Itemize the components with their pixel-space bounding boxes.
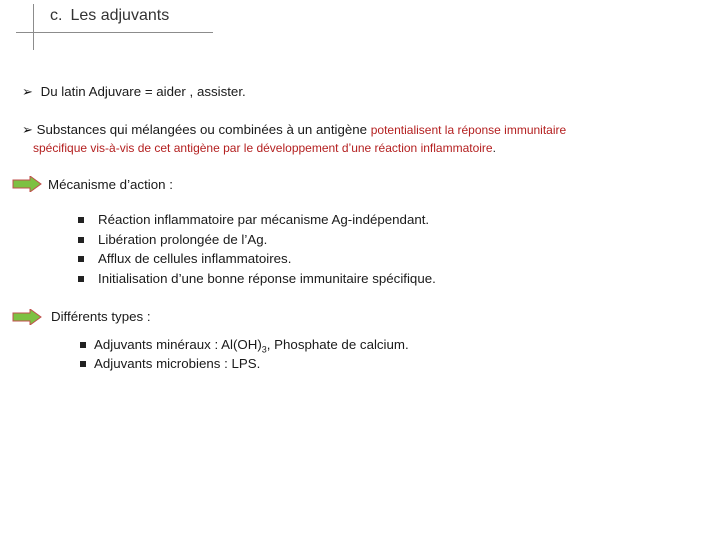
right-arrow-bullet-icon — [12, 309, 42, 330]
square-bullet-icon — [78, 276, 84, 282]
square-bullet-icon — [78, 237, 84, 243]
square-bullet-icon — [80, 342, 86, 348]
substances-end: . — [492, 141, 496, 155]
types-item-microbial: Adjuvants microbiens : LPS. — [80, 356, 260, 371]
substances-highlight-2: spécifique vis-à-vis de cet antigène par le développement d’une réaction inflammatoire — [33, 141, 493, 155]
section-title — [50, 7, 169, 25]
substances-highlight-1: potentialisent la réponse immunitaire — [370, 123, 567, 137]
title-vertical-rule — [33, 4, 34, 50]
section-number: c. — [50, 7, 63, 24]
substances-line-2 — [33, 141, 496, 155]
substances-line — [22, 122, 566, 138]
mechanism-heading: Mécanisme d’action : — [48, 177, 173, 192]
square-bullet-icon — [78, 217, 84, 223]
section-title-text: Les adjuvants — [70, 7, 170, 24]
right-arrow-bullet-icon — [12, 176, 42, 197]
definition-text: Du latin Adjuvare = aider , assister. — [40, 84, 246, 99]
title-horizontal-rule — [16, 32, 213, 33]
substances-text: Substances qui mélangées ou combinées à un antigène — [36, 122, 368, 137]
types-heading: Différents types : — [51, 309, 151, 324]
square-bullet-icon — [80, 361, 86, 367]
types-item-mineral: Adjuvants minéraux : $Al(OH)_3$, Phosphate de calcium. — [80, 337, 409, 355]
arrowhead-bullet-icon: ➢ — [22, 84, 33, 99]
arrowhead-bullet-icon: ➢ — [22, 122, 33, 137]
definition-line — [22, 84, 246, 100]
square-bullet-icon — [78, 256, 84, 262]
